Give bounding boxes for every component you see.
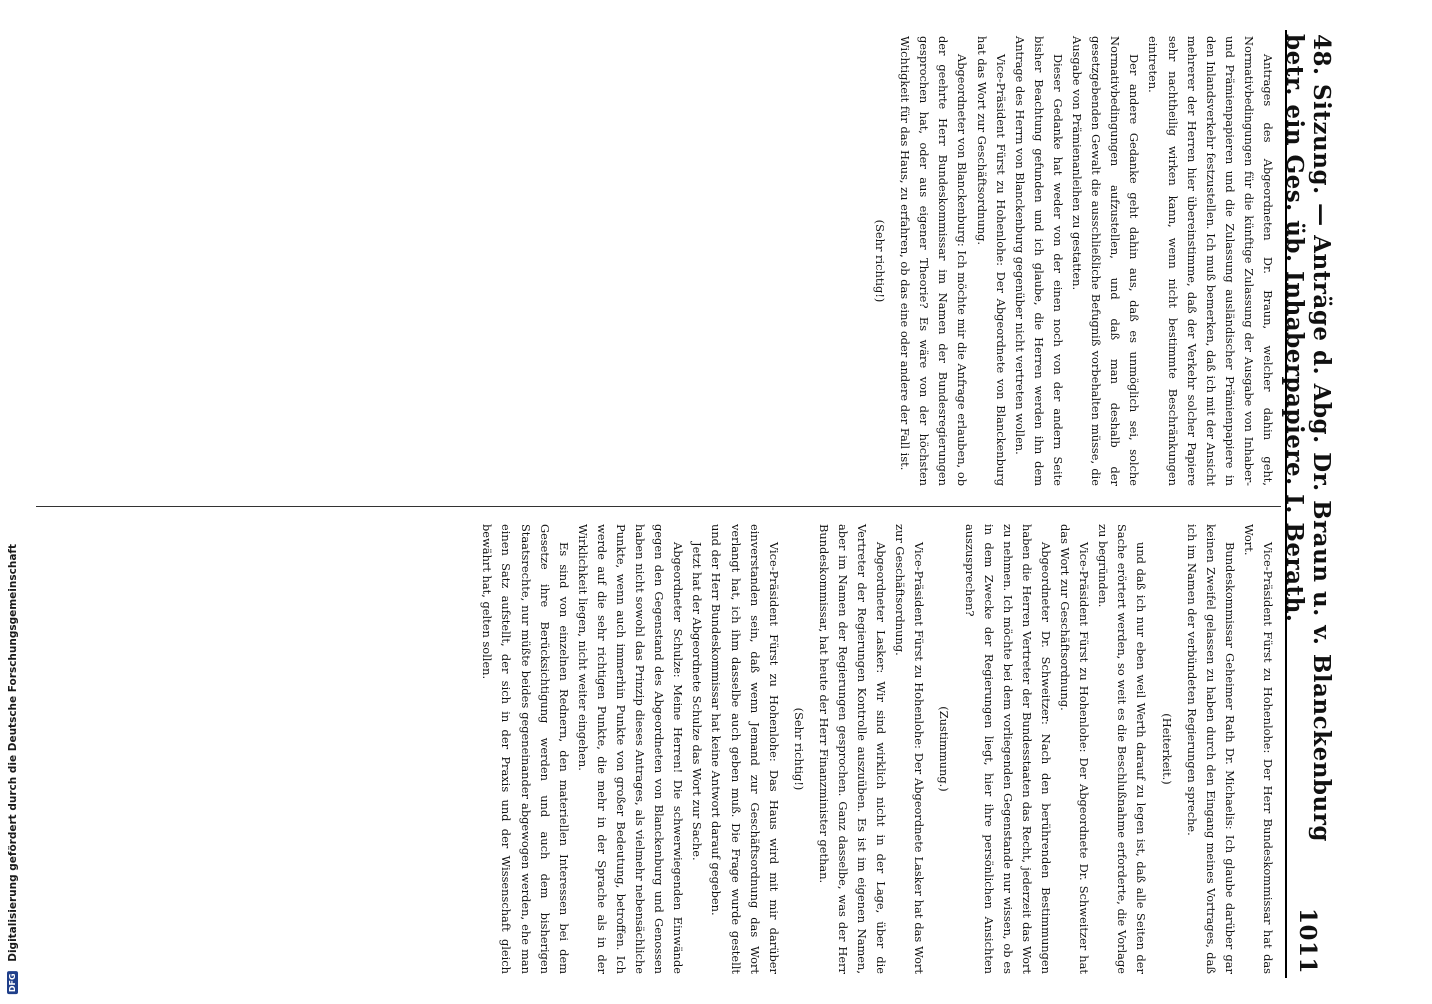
page-number: 1011 — [1294, 907, 1322, 974]
zustimmung-note: (Zustimmung.) — [937, 706, 952, 792]
digitization-credit: DFG Digitalisierung gefördert durch die Deutsche Forschungsgemeinschaft — [7, 543, 19, 992]
paragraph: Antrages des Abgeordneten Dr. Braun, welcher dahin geht, Normativbedingungen für die künftige Zulassung der Ausgabe von Inhaber- und Prämienpapieren und die Zulassung ausländischer Prämienpapiere in den Inlandsverkehr festzustellen. Ich muß bemerken, daß ich mit der Ansicht mehrerer der Herren hier übereinstimme, daß der Verkehr solcher Papiere sehr nachtheilig wirken kann, wenn nicht bestimmte Beschränkungen eintreten. — [1146, 36, 1275, 486]
paragraph: Abgeordneter Lasker: Wir sind wirklich nicht in der Lage, über die Vertreter der Regierungen Kontrolle auszuüben. Es ist im eigenen Namen, aber im Namen der Regierungen gesprochen. Ganz dasselbe, was der Herr Bundeskommissar, hat heute der Herr Finanzminister gethan. — [816, 524, 889, 974]
scanned-page-viewport — [6, 4, 1341, 1004]
paragraph: Abgeordneter von Blanckenburg: Ich möchte mir die Anfrage erlauben, ob der geehrte Herr Bundeskommissar im Namen der Bundesregierungen gesprochen hat, oder aus eigener Theorie? Es wäre von der höchsten Wichtigkeit für das Haus, zu erfahren, ob das eine oder andere der Fall ist. — [898, 36, 970, 486]
right-column — [477, 524, 1277, 974]
speaker-line: Vice-Präsident Fürst zu Hohenlohe: Der Abgeordnete Lasker hat das Wort zur Geschäftsordnung. — [893, 524, 927, 974]
page-header — [1281, 34, 1335, 974]
speaker-line: Vice-Präsident Fürst zu Hohenlohe: Der Abgeordnete von Blanckenburg hat das Wort zur Geschäftsordnung. — [974, 36, 1008, 486]
header-rule — [1285, 30, 1287, 978]
credit-sidebar — [0, 0, 24, 1000]
speaker-line: Vice-Präsident Fürst zu Hohenlohe: Der Abgeordnete Dr. Schweitzer hat das Wort zur Geschäftsordnung. — [1058, 524, 1092, 974]
dfg-logo-icon: DFG — [8, 973, 17, 992]
header-title: 48. Sitzung. — Anträge d. Abg. Dr. Braun u. v. Blanckenburg betr. ein Ges. üb. Inhaberpapiere. I. Berath. — [1281, 34, 1335, 842]
paragraph: Abgeordneter Dr. Schweitzer: Nach den berührenden Bestimmungen haben die Herren Vertreter der Bundesstaaten das Recht, jederzeit das Wort zu nehmen. Ich möchte bei dem vorliegenden Gegenstande nur wissen, ob es in dem Zwecke der Regierungen liegt, hier ihre persönlichen Ansichten auszusprechen? — [962, 524, 1053, 974]
speaker-line: Vice-Präsident Fürst zu Hohenlohe: Das Haus wird mit mir darüber einverstanden sein, daß wenn Jemand zur Geschäftsordnung das Wort verlangt hat, ich ihm dasselbe auch geben muß. Die Frage wurde gestellt und der Herr Bundeskommissar hat keine Antwort darauf gegeben. — [709, 524, 781, 974]
column-divider — [36, 506, 1281, 507]
paragraph: Bundeskommissar Geheimer Rath Dr. Michaelis: Ich glaube darüber gar keinen Zweifel gelassen zu haben durch den Eingang meines Vortrages, daß ich im Namen der verbündeten Regierungen spreche. — [1184, 524, 1237, 974]
speaker-line: Vice-Präsident Fürst zu Hohenlohe: Der Herr Bundeskommissar hat das Wort. — [1241, 524, 1275, 974]
paragraph: Der andere Gedanke geht dahin aus, daß es unmöglich sei, solche Normativbedingungen aufzustellen, und daß man deshalb der gesetzgebenden Gewalt die ausschließliche Befugniß vorbehalten müsse, die Ausgabe von Prämienanleihen zu gestatten. — [1070, 36, 1142, 486]
left-column — [864, 36, 1277, 486]
heiterkeit-note: (Heiterkeit.) — [1159, 713, 1174, 785]
paragraph: Es sind von einzelnen Rednern, den materiellen Interessen bei dem Gesetze ihre Berücksichtigung werden und auch dem bisherigen Staatsrechte, nur müßte beides gegeneinander abgewogen werden, ehe man einen Satz aufstellt, der sich in der Praxis und der Wissenschaft gleich bewährt hat, gelten sollen. — [480, 524, 571, 974]
paragraph: Abgeordneter Schulze: Meine Herren! Die schwerwiegenden Einwände gegen den Gegenstand des Abgeordneten von Blanckenburg und Genossen haben nicht sowohl das Prinzip dieses Antrages, als vielmehr nebensächliche Punkte, wenn auch immerhin Punkte von großer Bedeutung, betroffen. Ich werde auf die sehr richtigen Punkte, die mehr in der Sprache als in der Wirklichkeit liegen, nicht weiter eingehen. — [575, 524, 686, 974]
paragraph: Dieser Gedanke hat weder von der einen noch von der andern Seite bisher Beachtung gefunden und ich glaube, die Herren werden ihn dem Antrage des Herrn von Blanckenburg gegenüber nicht vertreten wollen. — [1012, 36, 1065, 486]
paragraph: Jetzt hat der Abgeordnete Schulze das Wort zur Sache. — [690, 542, 705, 861]
paragraph: und daß ich nur eben weil Werth darauf zu legen ist, daß alle Seiten der Sache erörtert werden, so weit es die Beschlußnahme erforderte, die Vorlage zu begründen. — [1096, 524, 1149, 974]
sehr-richtig-note: (Sehr richtig!) — [791, 707, 806, 791]
applause-note: (Sehr richtig!) — [873, 219, 888, 303]
scanned-page — [6, 4, 1341, 994]
